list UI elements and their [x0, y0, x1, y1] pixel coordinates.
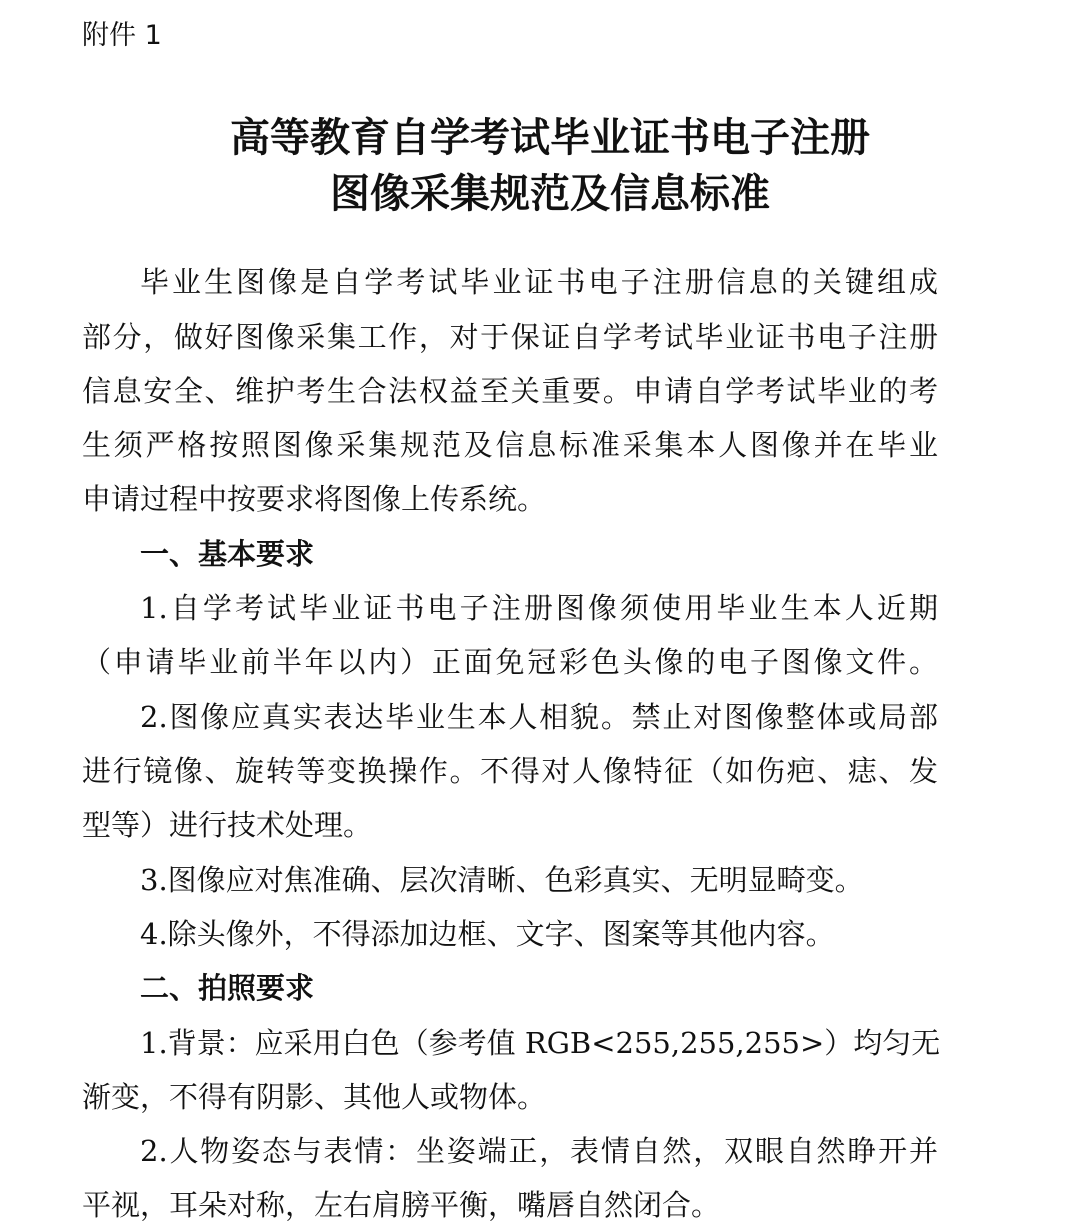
- section-2-line-2: 渐变，不得有阴影、其他人或物体。: [82, 1080, 547, 1114]
- section-1-line-7: 4.除头像外，不得添加边框、文字、图案等其他内容。: [140, 917, 835, 951]
- intro-line-4: 生须严格按照图像采集规范及信息标准采集本人图像并在毕业: [82, 428, 938, 462]
- intro-line-2: 部分，做好图像采集工作，对于保证自学考试毕业证书电子注册: [82, 320, 938, 354]
- intro-line-3: 信息安全、维护考生合法权益至关重要。申请自学考试毕业的考: [82, 374, 938, 408]
- section-1-line-4: 进行镜像、旋转等变换操作。不得对人像特征（如伤疤、痣、发: [82, 754, 938, 788]
- section-1-heading: 一、基本要求: [140, 537, 315, 571]
- section-1-line-6: 3.图像应对焦准确、层次清晰、色彩真实、无明显畸变。: [140, 863, 864, 897]
- section-2-heading: 二、拍照要求: [140, 971, 315, 1005]
- section-1-line-3: 2.图像应真实表达毕业生本人相貌。禁止对图像整体或局部: [140, 700, 938, 734]
- section-2-line-1: 1.背景：应采用白色（参考值 RGB<255,255,255>）均匀无: [140, 1026, 941, 1060]
- attachment-label: 附件 1: [82, 20, 162, 51]
- document-title-line-1: 高等教育自学考试毕业证书电子注册: [230, 115, 870, 161]
- intro-line-5: 申请过程中按要求将图像上传系统。: [82, 482, 547, 516]
- document-title-line-2: 图像采集规范及信息标准: [330, 171, 770, 217]
- section-1-line-1: 1.自学考试毕业证书电子注册图像须使用毕业生本人近期: [140, 591, 938, 625]
- section-2-line-3: 2.人物姿态与表情：坐姿端正，表情自然，双眼自然睁开并: [140, 1134, 938, 1168]
- section-2-line-4: 平视，耳朵对称，左右肩膀平衡，嘴唇自然闭合。: [82, 1188, 721, 1222]
- section-1-line-5: 型等）进行技术处理。: [82, 808, 373, 842]
- section-1-line-2: （申请毕业前半年以内）正面免冠彩色头像的电子图像文件。: [82, 645, 938, 679]
- intro-line-1: 毕业生图像是自学考试毕业证书电子注册信息的关键组成: [140, 265, 938, 299]
